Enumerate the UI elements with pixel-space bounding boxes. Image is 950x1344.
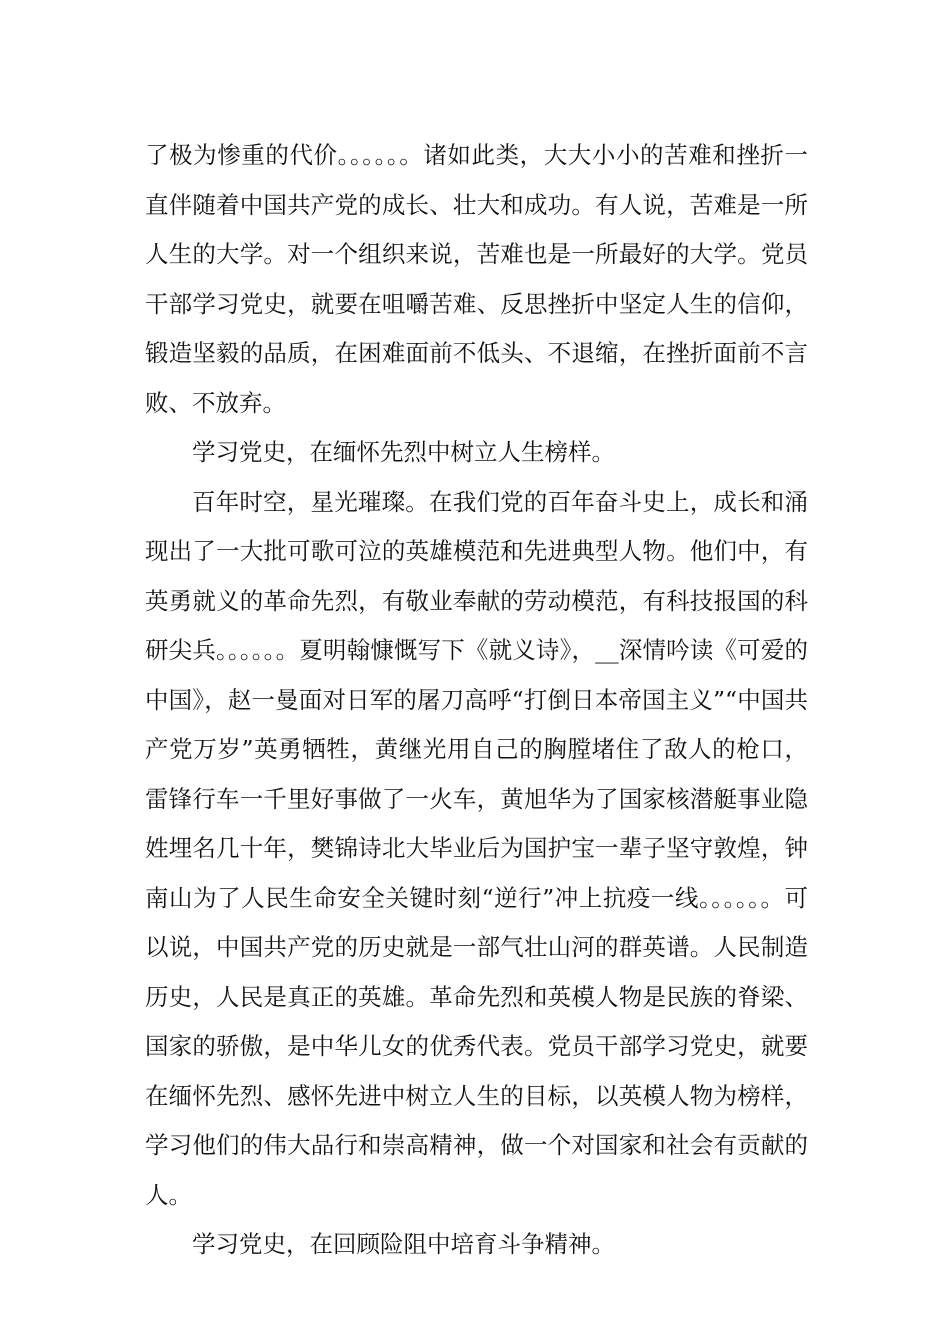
section-heading-role-models: 学习党史，在缅怀先烈中树立人生榜样。: [192, 438, 615, 466]
section-heading-struggle-spirit: 学习党史，在回顾险阻中培育斗争精神。: [192, 1230, 615, 1258]
paragraph-continuation: 了极为惨重的代价。。。。。。诸如此类，大大小小的苦难和挫折一直伴随着中国共产党的成长、壮大和成功。有人说，苦难是一所人生的大学。对一个组织来说，苦难也是一所最好的大学。党员干部学习党史，就要在咀嚼苦难、反思挫折中坚定人生的信仰，锻造坚毅的品质，在困难面前不低头、不退缩，在挫折面前不言败、不放弃。: [145, 141, 808, 417]
document-body: [145, 131, 808, 1270]
paragraph-heroes: 百年时空，星光璀璨。在我们党的百年奋斗史上，成长和涌现出了一大批可歌可泣的英雄模范和先进典型人物。他们中，有英勇就义的革命先烈，有敬业奉献的劳动模范，有科技报国的科研尖兵。。。。。。夏明翰慷慨写下《就义诗》，__深情吟读《可爱的中国》，赵一曼面对日军的屠刀高呼“打倒日本帝国主义”“中国共产党万岁”英勇牺牲，黄继光用自己的胸膛堵住了敌人的枪口，雷锋行车一千里好事做了一火车，黄旭华为了国家核潜艇事业隐姓埋名几十年，樊锦诗北大毕业后为国护宝一辈子坚守敦煌，钟南山为了人民生命安全关键时刻“逆行”冲上抗疫一线。。。。。。可以说，中国共产党的历史就是一部气壮山河的群英谱。人民制造历史，人民是真正的英雄。革命先烈和英模人物是民族的脊梁、国家的骄傲，是中华儿女的优秀代表。党员干部学习党史，就要在缅怀先烈、感怀先进中树立人生的目标，以英模人物为榜样，学习他们的伟大品行和崇高精神，做一个对国家和社会有贡献的人。: [145, 487, 808, 1209]
